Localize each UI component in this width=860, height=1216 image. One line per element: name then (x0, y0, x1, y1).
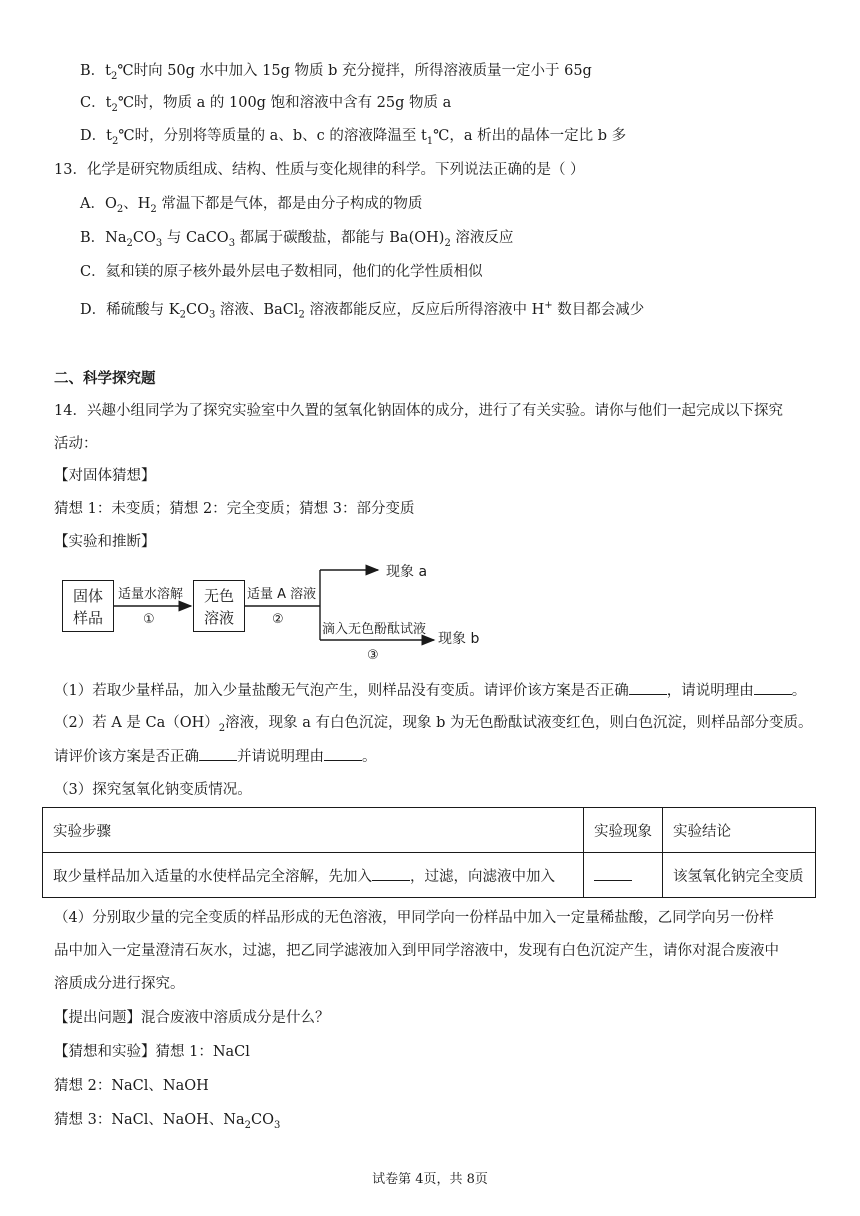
q13-option-a: A．$O_2$、$H_2$ 常温下都是气体，都是由分子构成的物质 (80, 196, 423, 215)
page-footer: 试卷第 4页，共 8页 (372, 1172, 488, 1187)
answer-blank[interactable] (324, 746, 362, 761)
q14-part1: （1）若取少量样品，加入少量盐酸无气泡产生，则样品没有变质。请评价该方案是否正确 ，请说明理由 。 (54, 680, 806, 701)
experiment-table (42, 807, 816, 898)
section-title: 二、科学探究题 (54, 370, 156, 387)
flow-step3-label: 滴入无色酚酞试液 (322, 622, 427, 637)
q14-part2-line1: （2）若 A 是 $Ca(OH)_2$溶液，现象 a 有白色沉淀，现象 b 为无色酚酞试液变红色，则白色沉淀，则样品部分变质。 (54, 715, 813, 734)
table-header-row (43, 808, 816, 853)
table-cell-conclusion: 该氢氧化钠完全变质 (663, 853, 816, 898)
flow-step2-number: ② (272, 612, 284, 627)
flow-step3-number: ③ (367, 648, 379, 663)
answer-blank[interactable] (372, 866, 410, 881)
q13-option-b: B．$Na_2CO_3$ 与 CaCO$_3$ 都属于碳酸盐，都能与 $Ba(OH)_2$ 溶液反应 (80, 230, 514, 249)
q14-part4-line3: 溶质成分进行探究。 (54, 976, 185, 992)
heading-guess: 【对固体猜想】 (54, 468, 156, 484)
heading-experiment: 【实验和推断】 (54, 534, 156, 550)
answer-blank[interactable] (199, 746, 237, 761)
flow-result-a: 现象 a (386, 564, 428, 580)
flow-step1-label: 适量水溶解 (118, 587, 184, 602)
answer-blank[interactable] (594, 866, 632, 881)
q14-part2-line2: 请评价该方案是否正确 并请说明理由 。 (54, 746, 377, 767)
q14-part3: （3）探究氢氧化钠变质情况。 (54, 782, 252, 798)
q12-option-c: C．$t_2℃$时，物质 a 的 100g 饱和溶液中含有 25g 物质 a (80, 95, 452, 114)
q13-option-d: D．稀硫酸与 $K_2CO_3$ 溶液、BaCl$_2$ 溶液都能反应，反应后所得溶液中 H+ 数目都会减少 (80, 300, 645, 321)
table-row (43, 853, 816, 898)
flow-step1-number: ① (143, 612, 155, 627)
flow-result-b: 现象 b (438, 631, 480, 647)
table-header-phenomena: 实验现象 (584, 808, 663, 853)
q14-stem-line2: 活动： (54, 436, 98, 452)
q12-option-d: D．$t_2℃$时，分别将等质量的 a、b、c 的溶液降温至 $t_1℃$，a 析出的晶体一定比 b 多 (80, 128, 627, 147)
q13-stem: 13．化学是研究物质组成、结构、性质与变化规律的科学。下列说法正确的是（ ） (54, 162, 585, 178)
guess-2: 猜想 2：NaCl、NaOH (54, 1078, 209, 1094)
table-header-steps: 实验步骤 (43, 808, 584, 853)
flow-box-solid-line2: 样品 (72, 609, 103, 627)
answer-blank[interactable] (754, 680, 792, 695)
q14-part4-line1: （4）分别取少量的完全变质的样品形成的无色溶液，甲同学向一份样品中加入一定量稀盐酸，乙同学向另一份样 (54, 910, 774, 926)
table-header-conclusion: 实验结论 (663, 808, 816, 853)
flow-box-solution-line1: 无色 (203, 587, 234, 605)
flow-box-solid-line1: 固体 (72, 587, 103, 605)
q13-option-c: C．氦和镁的原子核外最外层电子数相同，他们的化学性质相似 (80, 264, 483, 280)
guess-1: 【猜想和实验】猜想 1：NaCl (54, 1044, 250, 1060)
question-heading: 【提出问题】混合废液中溶质成分是什么？ (54, 1010, 330, 1026)
guess-list: 猜想 1：未变质；猜想 2：完全变质；猜想 3：部分变质 (54, 501, 415, 517)
table-cell-phenomenon (584, 853, 663, 898)
q14-part4-line2: 品中加入一定量澄清石灰水，过滤，把乙同学滤液加入到甲同学溶液中，发现有白色沉淀产生，请你对混合废液中 (54, 943, 779, 959)
flow-step2-label: 适量 A 溶液 (247, 587, 317, 602)
q12-option-b: B．$t_2℃$时向 50g 水中加入 15g 物质 b 充分搅拌，所得溶液质量一定小于 65g (80, 63, 592, 82)
flow-box-solution-line2: 溶液 (203, 609, 234, 627)
guess-3: 猜想 3：NaCl、NaOH、$Na_2CO_3$ (54, 1112, 281, 1131)
q14-stem-line1: 14．兴趣小组同学为了探究实验室中久置的氢氧化钠固体的成分，进行了有关实验。请你与他们一起完成以下探究 (54, 403, 783, 419)
table-cell-step: 取少量样品加入适量的水使样品完全溶解，先加入 ，过滤，向滤液中加入 (43, 853, 584, 898)
answer-blank[interactable] (629, 680, 667, 695)
